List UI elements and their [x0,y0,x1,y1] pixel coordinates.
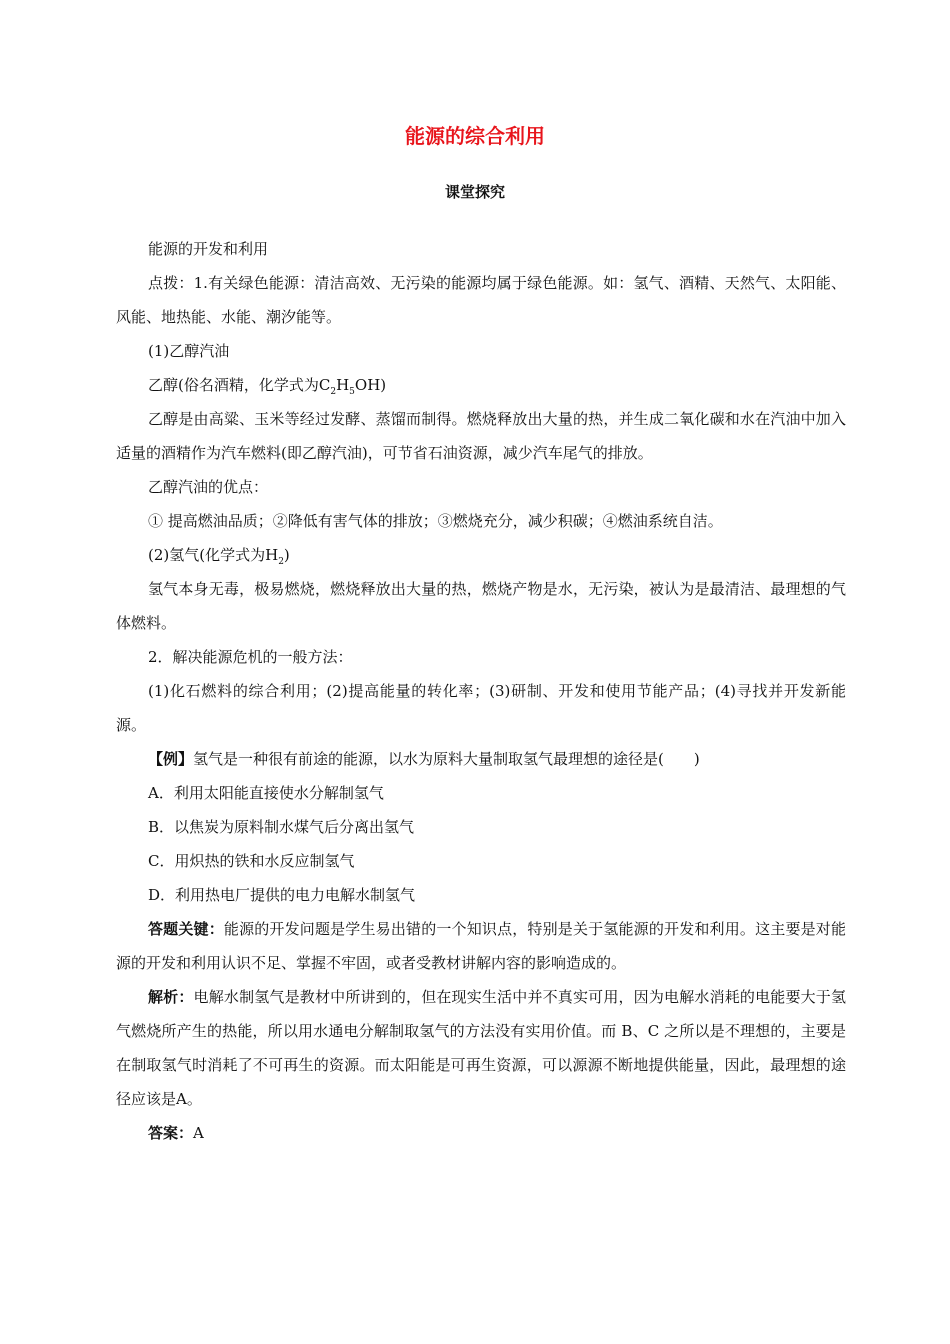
section-subtitle: 课堂探究 [444,183,505,201]
ethanol-formula-sub2: 5 [349,387,355,397]
answer-value: A [193,1124,204,1142]
option-b: B．以焦炭为原料制水煤气后分离出氢气 [148,818,415,836]
tip-energy-crisis: 2．解决能源危机的一般方法： [148,648,353,666]
ethanol-formula-post: OH) [354,376,387,394]
ethanol-gasoline-title: (1)乙醇汽油 [148,342,230,360]
answer-label: 答案： [148,1124,194,1142]
section-heading: 能源的开发和利用 [148,240,269,258]
hydrogen-title-line [116,538,846,572]
ethanol-formula-mid: H [336,376,350,394]
page-title: 能源的综合利用 [405,124,545,148]
ethanol-formula-text: 乙醇(俗名酒精，化学式为C [148,376,331,394]
tip-energy-crisis-detail: (1)化石燃料的综合利用；(2)提高能量的转化率；(3)研制、开发和使用节能产品；(4)寻找并开发新能源。 [116,682,846,734]
key-text: 能源的开发问题是学生易出错的一个知识点，特别是关于氢能源的开发和利用。这主要是对能源的开发和利用认识不足、掌握不牢固，或者受教材讲解内容的影响造成的。 [116,920,846,972]
hydrogen-title-text: (2)氢气(化学式为H [148,546,279,564]
example-label: 【例】 [148,750,194,768]
tip-green-energy: 点拨：1.有关绿色能源：清洁高效、无污染的能源均属于绿色能源。如：氢气、酒精、天然气、太阳能、风能、地热能、水能、潮汐能等。 [116,274,846,326]
hydrogen-title-sub: 2 [278,557,284,567]
key-paragraph [116,912,846,980]
ethanol-description: 乙醇是由高粱、玉米等经过发酵、蒸馏而制得。燃烧释放出大量的热，并生成二氧化碳和水在汽油中加入适量的酒精作为汽车燃料(即乙醇汽油)，可节省石油资源，减少汽车尾气的排放。 [116,410,846,462]
example-question [116,742,846,776]
key-label: 答题关键： [148,920,224,938]
analysis-paragraph [116,980,846,1116]
option-a: A．利用太阳能直接使水分解制氢气 [148,784,384,802]
document-body [116,232,846,1150]
analysis-text: 电解水制氢气是教材中所讲到的，但在现实生活中并不真实可用，因为电解水消耗的电能要大于氢气燃烧所产生的热能，所以用水通电分解制取氢气的方法没有实用价值。而 B、C 之所以是不理想的，主要是在制取氢气时消耗了不可再生的资源。而太阳能是可再生资源，可以源源不断地提供能量，因此，最理想的途径应该是A。 [116,988,846,1108]
ethanol-advantages: ① 提高燃油品质；②降低有害气体的排放；③燃烧充分，减少积碳；④燃油系统自洁。 [148,512,723,530]
analysis-label: 解析： [148,988,194,1006]
example-question-text: 氢气是一种很有前途的能源，以水为原料大量制取氢气最理想的途径是( ) [193,750,700,768]
ethanol-formula-sub1: 2 [330,387,337,397]
ethanol-formula-line [116,368,846,402]
option-c: C．用炽热的铁和水反应制氢气 [148,852,355,870]
hydrogen-description: 氢气本身无毒，极易燃烧，燃烧释放出大量的热，燃烧产物是水，无污染，被认为是最清洁、最理想的气体燃料。 [116,580,846,632]
ethanol-advantages-title: 乙醇汽油的优点： [148,478,269,496]
option-d: D．利用热电厂提供的电力电解水制氢气 [148,886,416,904]
hydrogen-title-post: ) [283,546,290,564]
answer-paragraph [116,1116,846,1150]
